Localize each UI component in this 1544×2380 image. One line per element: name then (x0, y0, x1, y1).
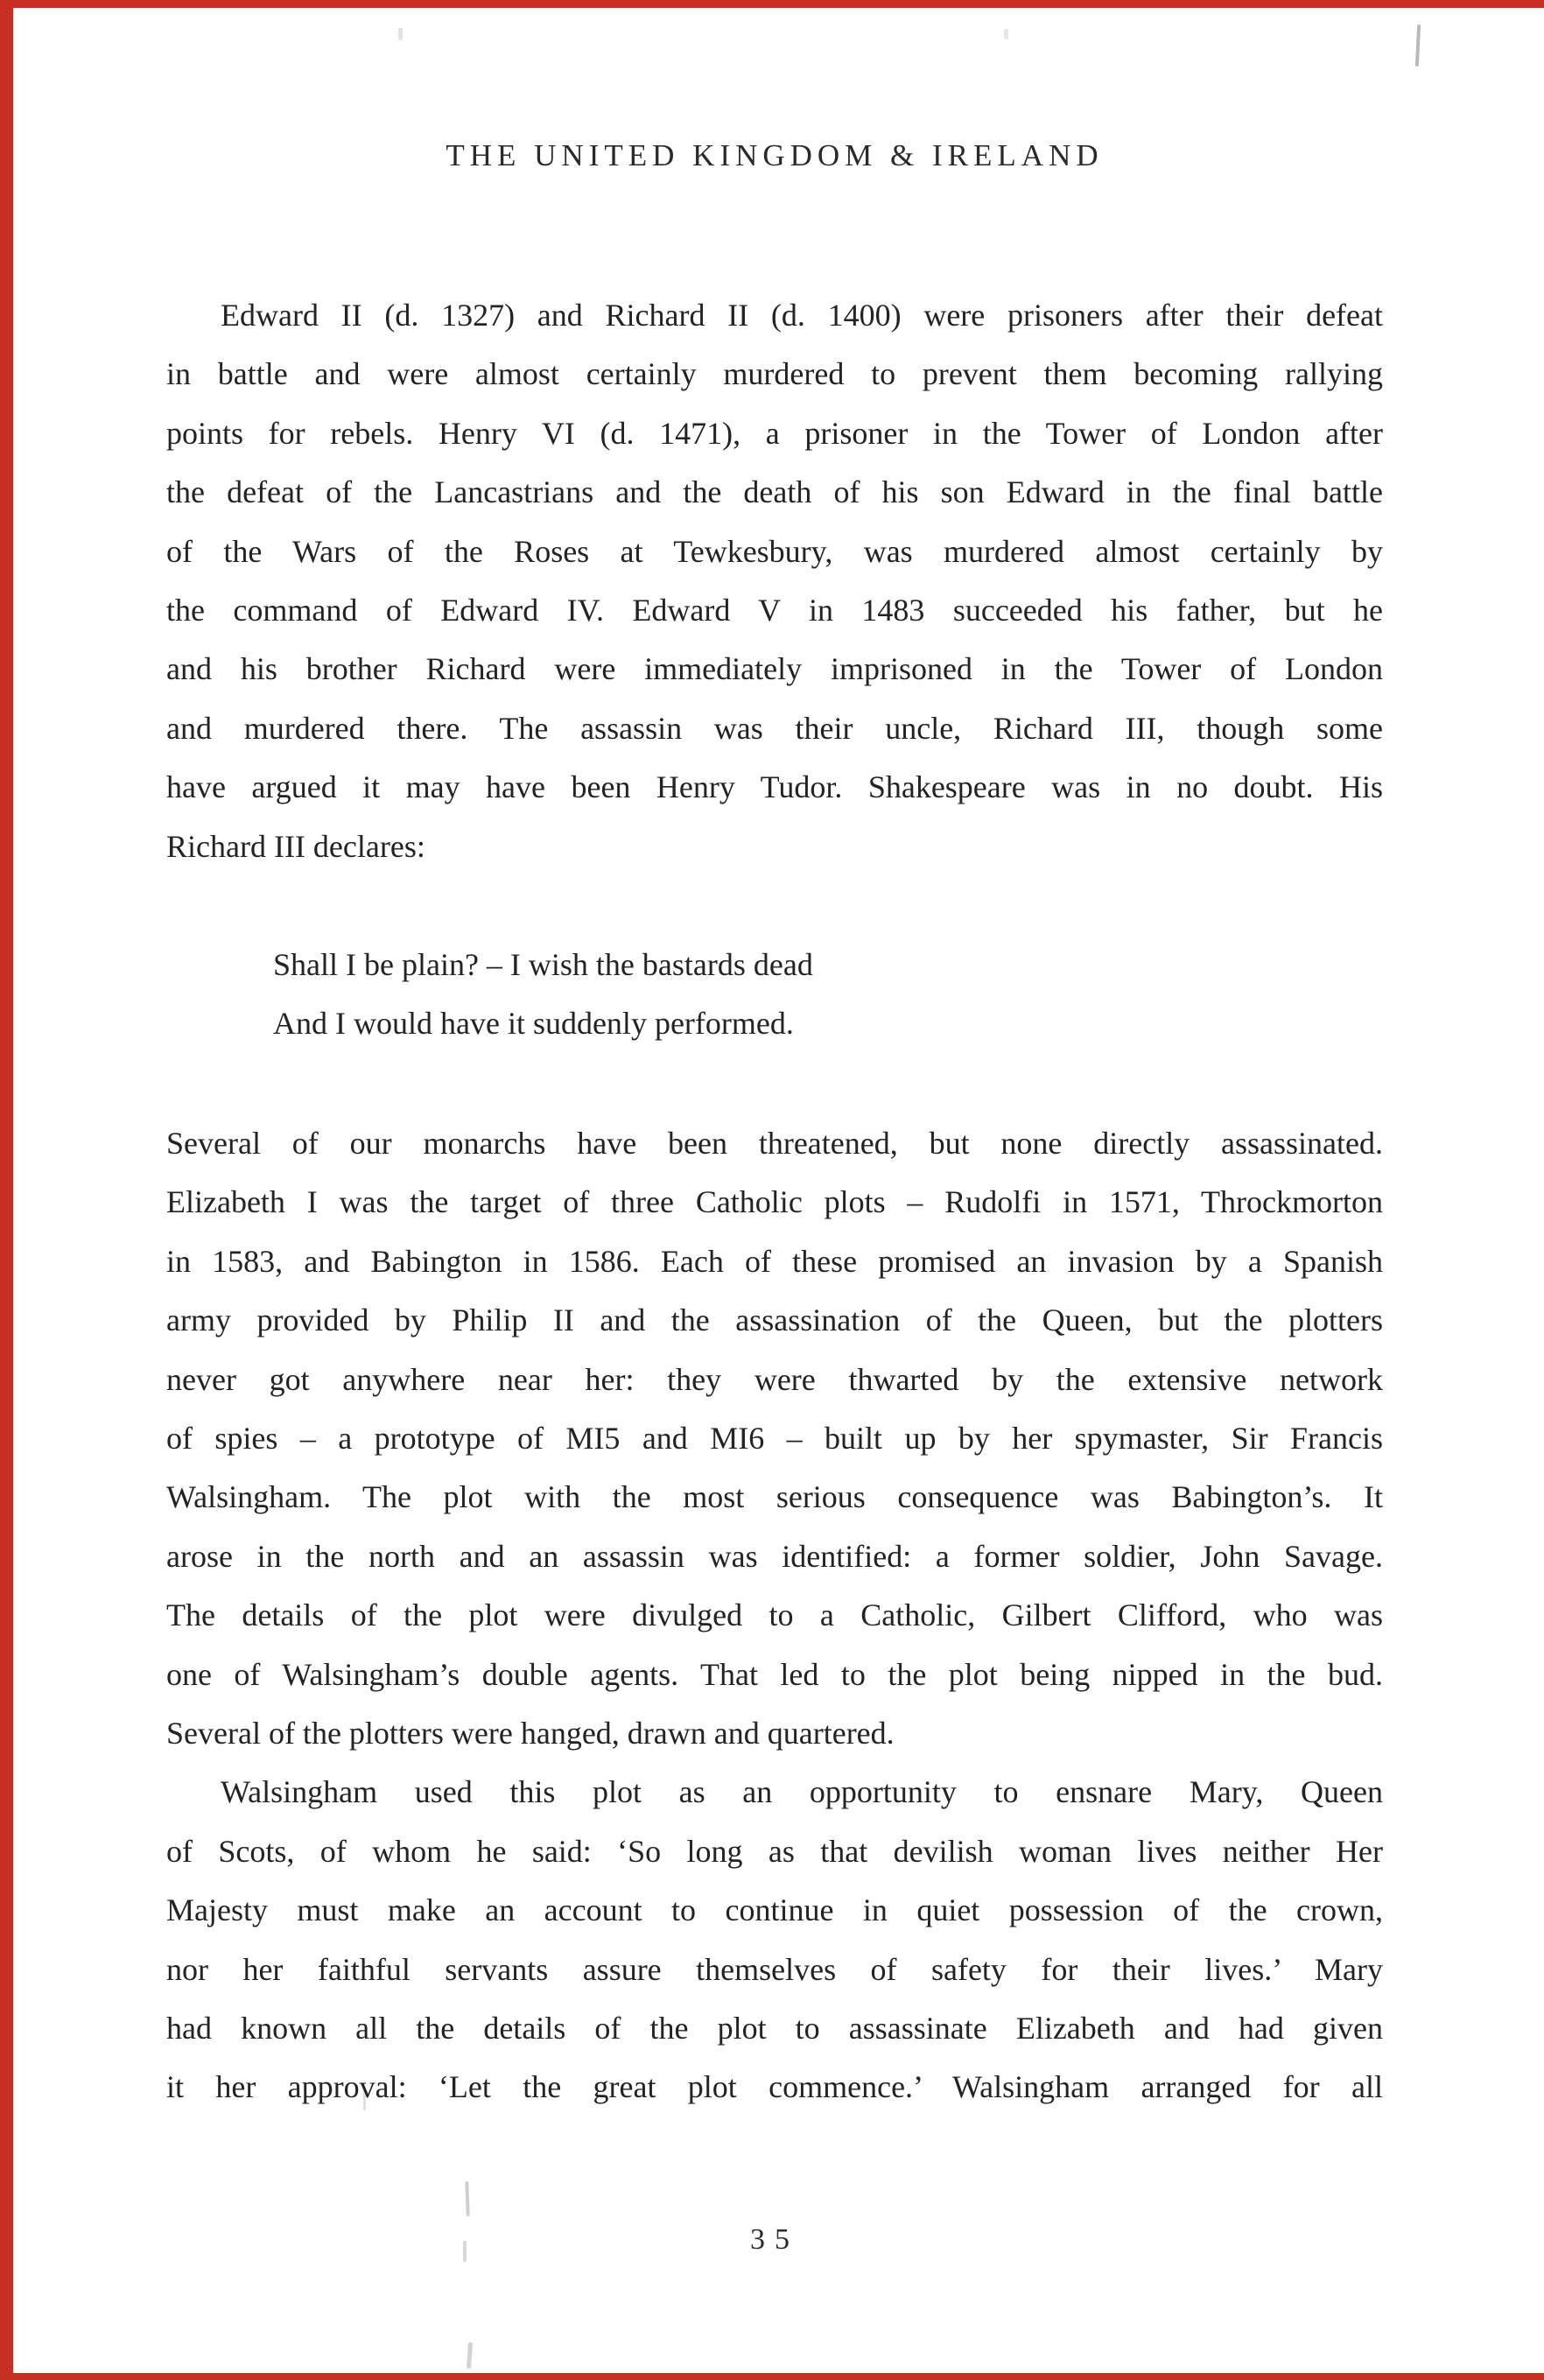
paragraph-2 (166, 1114, 1383, 1763)
text-line: in 1583, and Babington in 1586. Each of these promised an invasion by a Spanish (166, 1243, 1383, 1279)
text-line: and his brother Richard were immediately imprisoned in the Tower of London (166, 651, 1383, 687)
scan-artifact (467, 2342, 473, 2369)
text-line: it her approval: ‘Let the great plot commence.’ Walsingham arranged for all (166, 2069, 1383, 2105)
red-cover-edge-bottom (0, 2373, 1544, 2380)
text-line: Several of our monarchs have been threatened, but none directly assassinated. (166, 1125, 1383, 1161)
text-line: of the Wars of the Roses at Tewkesbury, was murdered almost certainly by (166, 533, 1383, 569)
text-line: Richard III declares: (166, 828, 425, 864)
verse-quote (273, 936, 1383, 1054)
text-line: arose in the north and an assassin was identified: a former soldier, John Savage. (166, 1538, 1383, 1574)
scan-artifact (465, 2181, 469, 2216)
text-line: have argued it may have been Henry Tudor. Shakespeare was in no doubt. His (166, 769, 1383, 805)
text-line: the defeat of the Lancastrians and the death of his son Edward in the final battle (166, 474, 1383, 510)
text-line: never got anywhere near her: they were thwarted by the extensive network (166, 1361, 1383, 1397)
text-line: of Scots, of whom he said: ‘So long as that devilish woman lives neither Her (166, 1833, 1383, 1869)
text-line: one of Walsingham’s double agents. That led to the plot being nipped in the bud. (166, 1656, 1383, 1692)
scan-artifact (398, 28, 403, 40)
text-line: Elizabeth I was the target of three Catholic plots – Rudolfi in 1571, Throckmorton (166, 1184, 1383, 1220)
running-header: THE UNITED KINGDOM & IRELAND (446, 138, 1104, 172)
quote-line: Shall I be plain? – I wish the bastards dead (273, 947, 813, 983)
text-line: Majesty must make an account to continue in quiet possession of the crown, (166, 1892, 1383, 1928)
text-line: Walsingham. The plot with the most serious consequence was Babington’s. It (166, 1479, 1383, 1515)
scan-artifact (1004, 29, 1008, 39)
text-column (166, 286, 1383, 2117)
text-line: army provided by Philip II and the assassination of the Queen, but the plotters (166, 1302, 1383, 1338)
page-number: 35 (750, 2223, 799, 2256)
quote-line: And I would have it suddenly performed. (273, 1006, 794, 1042)
text-line: of spies – a prototype of MI5 and MI6 – built up by her spymaster, Sir Francis (166, 1420, 1383, 1456)
text-line: had known all the details of the plot to assassinate Elizabeth and had given (166, 2010, 1383, 2046)
paragraph-3 (166, 1763, 1383, 2117)
scan-artifact (1415, 25, 1421, 67)
red-cover-edge-left (0, 0, 13, 2380)
red-cover-edge-top (0, 0, 1544, 8)
text-line: nor her faithful servants assure themselves of safety for their lives.’ Mary (166, 1951, 1383, 1987)
text-line: points for rebels. Henry VI (d. 1471), a prisoner in the Tower of London after (166, 415, 1383, 451)
paragraph-1 (166, 286, 1383, 876)
text-line: the command of Edward IV. Edward V in 1483 succeeded his father, but he (166, 593, 1383, 628)
text-line: The details of the plot were divulged to a Catholic, Gilbert Clifford, who was (166, 1597, 1383, 1633)
text-line: Several of the plotters were hanged, drawn and quartered. (166, 1715, 895, 1751)
text-line: in battle and were almost certainly murdered to prevent them becoming rallying (166, 356, 1383, 392)
text-line: Edward II (d. 1327) and Richard II (d. 1400) were prisoners after their defeat (221, 298, 1383, 333)
text-line: Walsingham used this plot as an opportunity to ensnare Mary, Queen (221, 1774, 1383, 1810)
text-line: and murdered there. The assassin was their uncle, Richard III, though some (166, 710, 1383, 746)
